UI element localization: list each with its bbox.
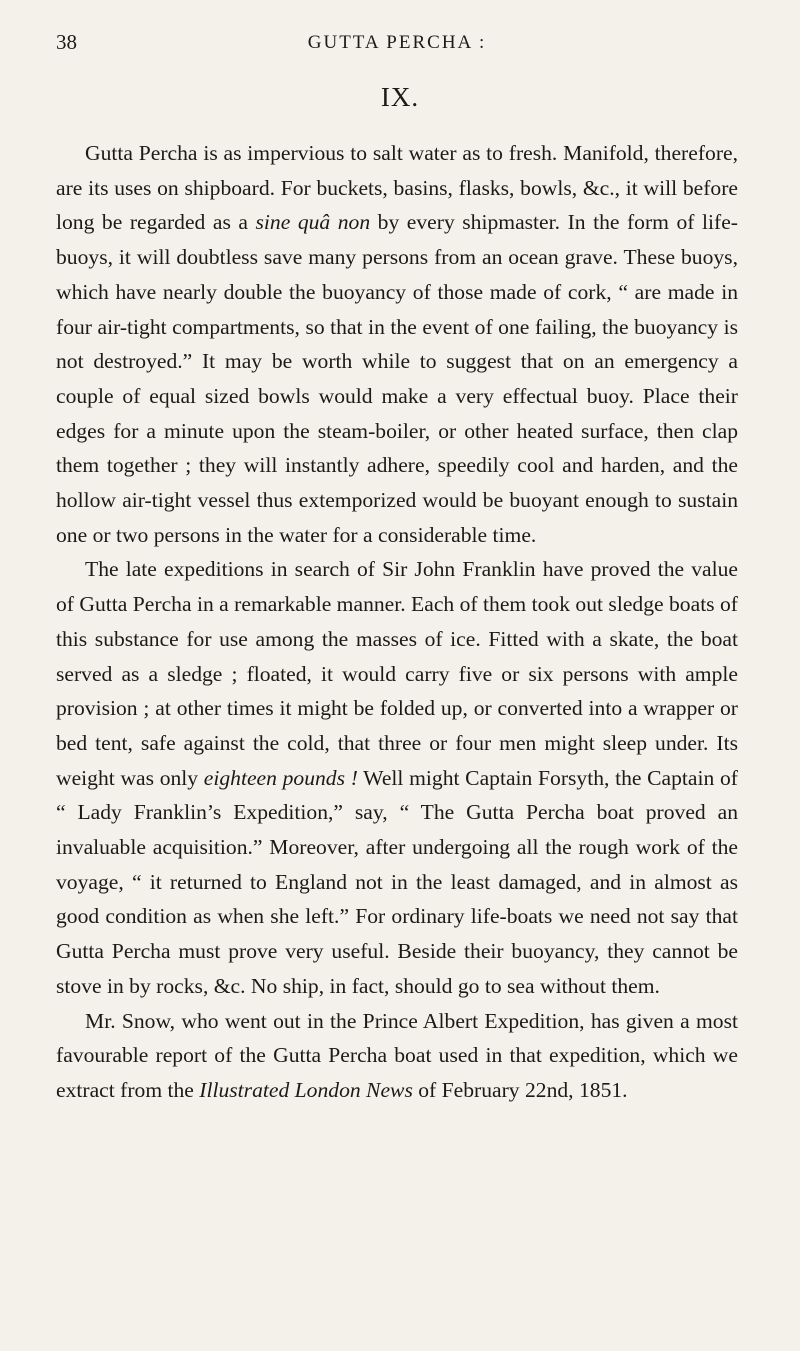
italic-phrase: Illustrated London News	[199, 1077, 413, 1102]
paragraph-3	[56, 1004, 738, 1108]
italic-phrase: eighteen pounds !	[203, 765, 358, 790]
italic-phrase: sine quâ non	[255, 210, 371, 235]
paragraph-text: The late expeditions in search of Sir John Franklin have proved the value of Gutta Percha in a remarkable manner. Each of them took out sledge boats of this substance for use among the masses of ice. Fitted with a skate, the boat served as a sledge ; floated, it would carry five or six persons with ample provision ; at other times it might be folded up, or converted into a wrapper or bed tent, safe against the cold, that three or four men might sleep under. Its weight was only	[56, 557, 738, 790]
running-head	[56, 30, 738, 60]
paragraph-text: Mr. Snow, who went out in the Prince Albert Expedition, has given a most favourable report of the Gutta Percha boat used in that expedition, which we extract from the	[56, 1008, 738, 1102]
paragraph-text: by every shipmaster. In the form of life-buoys, it will doubtless save many persons from an ocean grave. These buoys, which have nearly double the buoyancy of those made of cork, “ are made in four air-tight compartments, so that in the event of one failing, the buoyancy is not destroyed.” It may be worth while to suggest that on an emergency a couple of equal sized bowls would make a very effectual buoy. Place their edges for a minute upon the steam-boiler, or other heated surface, then clap them together ; they will instantly adhere, speedily cool and harden, and the hollow air-tight vessel thus extemporized would be buoyant enough to sustain one or two persons in the water for a considerable time.	[56, 210, 738, 547]
paragraph-text: of February 22nd, 1851.	[412, 1077, 628, 1102]
paragraph-text: Gutta Percha is as impervious to salt water as to fresh. Manifold, therefore, are its uses on shipboard. For buckets, basins, flasks, bowls, &c., it will before long be regarded as a	[56, 141, 738, 235]
page-number: 38	[56, 30, 77, 54]
running-title: GUTTA PERCHA :	[307, 32, 487, 53]
paragraph-1	[56, 136, 738, 552]
paragraph-text: Well might Captain Forsyth, the Captain of “ Lady Franklin’s Expedition,” say, “ The Gutta Percha boat proved an invaluable acquisition.” Moreover, after undergoing all the rough work of the voyage, “ it returned to England not in the least damaged, and in almost as good condition as when she left.” For ordinary life-boats we need not say that Gutta Percha must prove very useful. Beside their buoyancy, they cannot be stove in by rocks, &c. No ship, in fact, should go to sea without them.	[56, 765, 738, 998]
paragraph-2	[56, 552, 738, 1003]
body-text	[56, 136, 738, 1108]
chapter-heading: IX.	[380, 82, 420, 112]
